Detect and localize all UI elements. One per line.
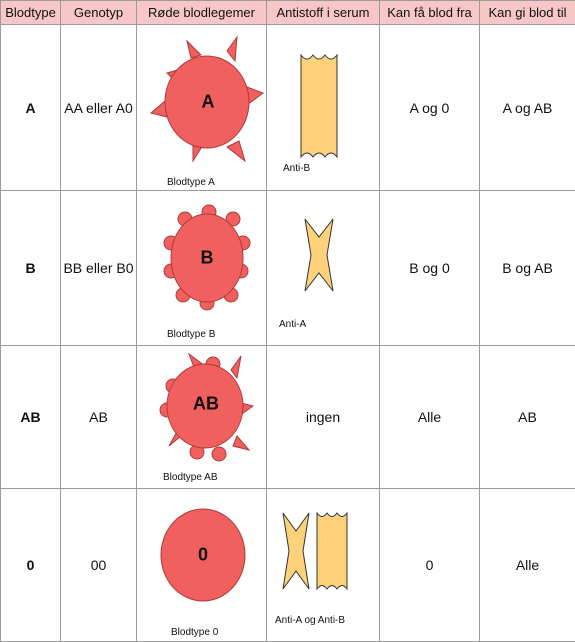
table-row [1, 346, 575, 489]
header-genotyp: Genotyp [61, 1, 137, 25]
red-cell-illustration [137, 489, 267, 642]
header-antistoff: Antistoff i serum [267, 1, 380, 25]
cell-letter: 0 [198, 545, 208, 566]
blodtype-cell: AB [1, 346, 61, 489]
genotyp-cell: AB [61, 346, 137, 489]
kan-gi-blod-til-cell: Alle [480, 489, 575, 642]
red-blood-cell-mixed-icon [137, 346, 267, 488]
cell-caption: Blodtype B [167, 329, 215, 340]
cell-letter: B [201, 248, 214, 269]
table-row [1, 191, 575, 346]
header-kan-fa-blod-fra: Kan få blod fra [380, 1, 480, 25]
cell-letter: A [202, 92, 215, 113]
genotyp-cell: 00 [61, 489, 137, 642]
table-row [1, 25, 575, 191]
kan-gi-blod-til-cell: A og AB [480, 25, 575, 191]
antistoff-caption: Anti-A [279, 319, 306, 330]
header-row [1, 1, 575, 25]
kan-fa-blod-fra-cell: A og 0 [380, 25, 480, 191]
antistoff-cell [267, 346, 380, 489]
antistoff-caption: Anti-B [283, 163, 310, 174]
kan-fa-blod-fra-cell: B og 0 [380, 191, 480, 346]
header-blodtype: Blodtype [1, 1, 61, 25]
red-cell-illustration [137, 25, 267, 191]
antistoff-cell [267, 191, 380, 346]
cell-caption: Blodtype A [167, 177, 215, 188]
header-rode-blodlegemer: Røde blodlegemer [137, 1, 267, 25]
kan-gi-blod-til-cell: B og AB [480, 191, 575, 346]
antistoff-cell [267, 489, 380, 642]
kan-gi-blod-til-cell: AB [480, 346, 575, 489]
antistoff-cell [267, 25, 380, 191]
header-kan-gi-blod-til: Kan gi blod til [480, 1, 575, 25]
red-cell-illustration [137, 346, 267, 489]
cell-letter: AB [193, 394, 219, 415]
blodtype-cell: B [1, 191, 61, 346]
kan-fa-blod-fra-cell: Alle [380, 346, 480, 489]
genotyp-cell: AA eller A0 [61, 25, 137, 191]
blodtype-cell: A [1, 25, 61, 191]
blodtype-cell: 0 [1, 489, 61, 642]
red-cell-illustration [137, 191, 267, 346]
cell-caption: Blodtype AB [163, 472, 217, 483]
kan-fa-blod-fra-cell: 0 [380, 489, 480, 642]
antistoff-text: ingen [306, 409, 340, 425]
table-row [1, 489, 575, 642]
genotyp-cell: BB eller B0 [61, 191, 137, 346]
antistoff-caption: Anti-A og Anti-B [275, 615, 345, 626]
cell-caption: Blodtype 0 [171, 627, 218, 638]
